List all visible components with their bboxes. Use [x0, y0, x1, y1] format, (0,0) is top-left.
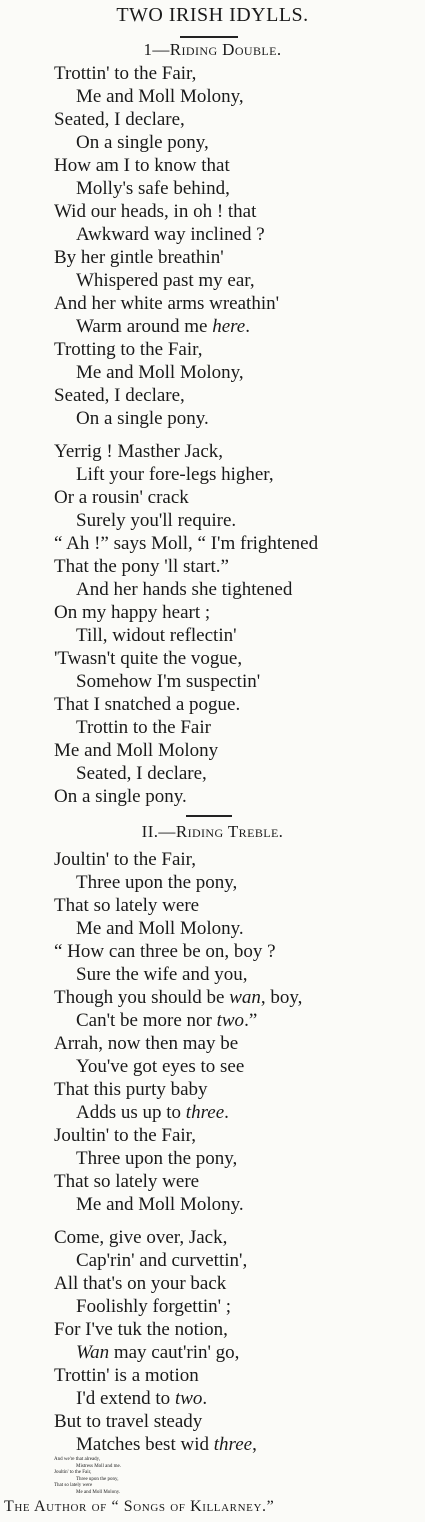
verse-line: Wid our heads, in oh ! that: [54, 201, 257, 222]
verse-line: That I snatched a pogue.: [54, 694, 241, 715]
verse-line: That so lately were: [54, 1171, 200, 1192]
verse-line: Awkward way inclined ?: [76, 224, 265, 245]
verse-line: Though you should be wan, boy,: [54, 987, 303, 1008]
verse-line: On my happy heart ;: [54, 602, 211, 623]
verse-line: Three upon the pony,: [76, 872, 238, 893]
verse-line: “ How can three be on, boy ?: [54, 941, 276, 962]
verse-line: Trottin' is a motion: [54, 1365, 199, 1386]
title-rule: [180, 36, 238, 38]
verse-line: All that's on your back: [54, 1273, 227, 1294]
verse-line: Seated, I declare,: [54, 385, 185, 406]
verse-line: Three upon the pony,: [76, 1476, 119, 1482]
verse-line: By her gintle breathin': [54, 247, 224, 268]
verse-line: But to travel steady: [54, 1411, 203, 1432]
verse-line: Lift your fore-legs higher,: [76, 464, 274, 485]
verse-line: Can't be more nor two.”: [76, 1010, 258, 1031]
verse-line: Surely you'll require.: [76, 510, 237, 531]
verse-line: 'Twasn't quite the vogue,: [54, 648, 243, 669]
verse-line: Adds us up to three.: [76, 1102, 229, 1123]
verse-line: Arrah, now then may be: [54, 1033, 239, 1054]
verse-line: Trottin to the Fair: [76, 717, 211, 738]
verse-line: Mistress Moll and me.: [76, 1463, 121, 1469]
verse-line: Wan may caut'rin' go,: [76, 1342, 240, 1363]
verse-line: Yerrig ! Masther Jack,: [54, 441, 224, 462]
verse-line: That the pony 'll start.”: [54, 556, 229, 577]
verse-line: Cap'rin' and curvettin',: [76, 1250, 248, 1271]
verse-line: That so lately were: [54, 1483, 93, 1488]
verse-line: And her hands she tightened: [76, 579, 293, 600]
author-signature: The Author of “ Songs of Killarney.”: [4, 1498, 275, 1515]
verse-line: Me and Moll Molony.: [76, 918, 244, 939]
verse-line: Till, widout reflectin': [76, 625, 237, 646]
verse-line: Me and Moll Molony.: [76, 1489, 121, 1495]
verse-line: Matches best wid three,: [76, 1434, 257, 1455]
part2-heading: II.—Riding Treble.: [141, 822, 284, 841]
verse-line: How am I to know that: [54, 155, 230, 176]
verse-line: Trottin' to the Fair,: [54, 63, 197, 84]
verse-line: Me and Moll Molony: [54, 740, 219, 761]
verse-line: And we're that already,: [54, 1457, 101, 1462]
verse-line: On a single pony.: [76, 408, 209, 429]
verse-line: That this purty baby: [54, 1079, 208, 1100]
verse-line: Seated, I declare,: [54, 109, 185, 130]
verse-line: Joultin' to the Fair,: [54, 849, 196, 870]
verse-line: On a single pony,: [76, 132, 209, 153]
verse-line: I'd extend to two.: [76, 1388, 208, 1409]
verse-line: Trotting to the Fair,: [54, 339, 203, 360]
verse-line: Foolishly forgettin' ;: [76, 1296, 232, 1317]
verse-line: Molly's safe behind,: [76, 178, 230, 199]
section-rule: [186, 815, 232, 817]
verse-line: Me and Moll Molony.: [76, 1194, 244, 1215]
verse-line: And her white arms wreathin': [54, 293, 280, 314]
verse-line: On a single pony.: [54, 786, 187, 807]
verse-line: For I've tuk the notion,: [54, 1319, 228, 1340]
verse-line: That so lately were: [54, 895, 200, 916]
verse-line: Whispered past my ear,: [76, 270, 255, 291]
verse-line: You've got eyes to see: [76, 1056, 245, 1077]
verse-line: Come, give over, Jack,: [54, 1227, 228, 1248]
verse-line: Me and Moll Molony,: [76, 362, 244, 383]
verse-line: Sure the wife and you,: [76, 964, 248, 985]
verse-line: Me and Moll Molony,: [76, 86, 244, 107]
verse-line: “ Ah !” says Moll, “ I'm frightened: [54, 533, 319, 554]
verse-line: Joultin' to the Fair,: [54, 1470, 92, 1475]
verse-line: Three upon the pony,: [76, 1148, 238, 1169]
poem-title: TWO IRISH IDYLLS.: [116, 4, 309, 26]
verse-line: Seated, I declare,: [76, 763, 207, 784]
verse-line: Somehow I'm suspectin': [76, 671, 261, 692]
verse-line: Or a rousin' crack: [54, 487, 189, 508]
verse-line: Joultin' to the Fair,: [54, 1125, 196, 1146]
verse-line: Warm around me here.: [76, 316, 250, 337]
part1-heading: 1—Riding Double.: [143, 40, 282, 59]
